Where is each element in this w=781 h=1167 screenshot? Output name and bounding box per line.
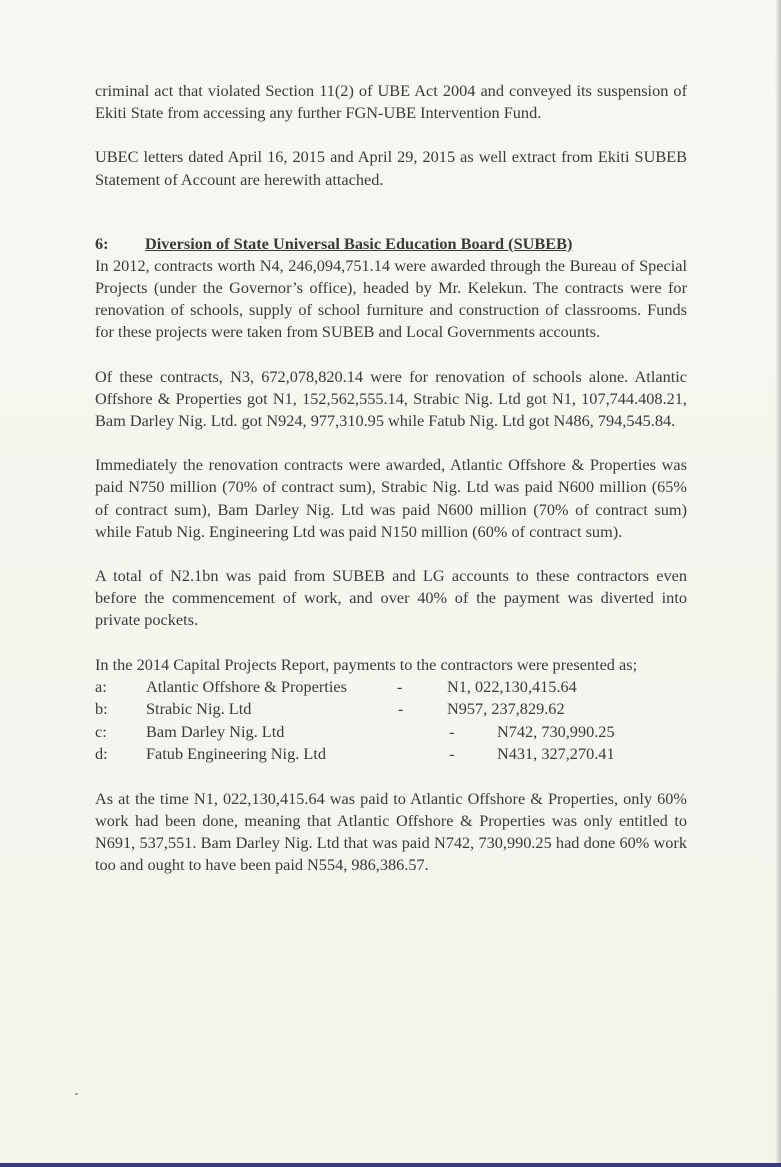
list-item-contractor: Atlantic Offshore & Properties (146, 676, 347, 696)
list-item-amount: N742, 730,990.25 (497, 721, 615, 741)
list-item-letter: b: (95, 699, 108, 719)
list-item (95, 721, 687, 744)
payments-list (95, 676, 687, 766)
scan-speck (75, 1093, 78, 1095)
paragraph-closing: As at the time N1, 022,130,415.64 was paid to Atlantic Offshore & Properties, only 60% work had been done, meaning that Atlantic Offshore & Properties was only entitled to N691, 537,551. Bam Darley Nig. Ltd that was paid N742, 730,990.25 had done 60% work too and ought to have been paid N554, 986,386.57. (95, 788, 687, 875)
paragraph-contracts-2012: In 2012, contracts worth N4, 246,094,751.14 were awarded through the Bureau of Special Projects (under the Governor’s office), headed by Mr. Kelekun. The contracts were for renovation of schools, supply of school furniture and construction of classrooms. Funds for these projects were taken from SUBEB and Local Governments accounts. (95, 255, 687, 342)
section-heading (95, 233, 687, 255)
list-item-amount: N431, 327,270.41 (497, 744, 615, 764)
paragraph-capital-projects-report: In the 2014 Capital Projects Report, payments to the contractors were presented as; (95, 654, 638, 674)
list-item (95, 698, 687, 721)
paragraph-total-paid: A total of N2.1bn was paid from SUBEB and LG accounts to these contractors even before the commencement of work, and over 40% of the payment was diverted into private pockets. (95, 566, 687, 630)
section-number: 6: (95, 233, 109, 253)
paragraph-renovation-contracts: Of these contracts, N3, 672,078,820.14 were for renovation of schools alone. Atlantic Offshore & Properties got N1, 152,562,555.14, Strabic Nig. Ltd got N1, 107,744.408.21, Bam Darley Nig. Ltd. got N924, 977,310.95 while Fatub Nig. Ltd got N486, 794,545.84. (95, 366, 687, 431)
document-body (95, 80, 687, 877)
list-item (95, 743, 687, 766)
list-item-letter: c: (95, 721, 107, 741)
page-edge-shadow (775, 0, 781, 1167)
paragraph-criminal-act: criminal act that violated Section 11(2) of UBE Act 2004 and conveyed its suspension of Ekiti State from accessing any further FGN-UBE Intervention Fund. (95, 81, 687, 123)
list-item-dash: - (397, 676, 403, 696)
paragraph-immediate-payments: Immediately the renovation contracts were awarded, Atlantic Offshore & Properties was paid N750 million (70% of contract sum), Strabic Nig. Ltd was paid N600 million (65% of contract sum), Bam Darley Nig. Ltd was paid N600 million (70% of contract sum) while Fatub Nig. Engineering Ltd was paid N150 million (60% of contract sum). (95, 455, 687, 541)
paragraph-ubec-letters: UBEC letters dated April 16, 2015 and April 29, 2015 as well extract from Ekiti SUBEB Statement of Account are herewith attached. (95, 147, 687, 189)
list-item-letter: a: (95, 676, 107, 696)
page-bottom-border (0, 1163, 781, 1167)
list-item-contractor: Strabic Nig. Ltd (146, 699, 252, 719)
list-item-dash: - (449, 744, 455, 764)
list-item-contractor: Bam Darley Nig. Ltd (146, 721, 285, 741)
list-item-amount: N1, 022,130,415.64 (447, 676, 577, 696)
list-item-dash: - (449, 721, 455, 741)
section-title: Diversion of State Universal Basic Education Board (SUBEB) (145, 233, 573, 253)
list-item-contractor: Fatub Engineering Nig. Ltd (146, 744, 326, 764)
list-item-letter: d: (95, 744, 108, 764)
list-item-amount: N957, 237,829.62 (447, 699, 565, 719)
list-item (95, 676, 687, 699)
list-item-dash: - (398, 699, 404, 719)
